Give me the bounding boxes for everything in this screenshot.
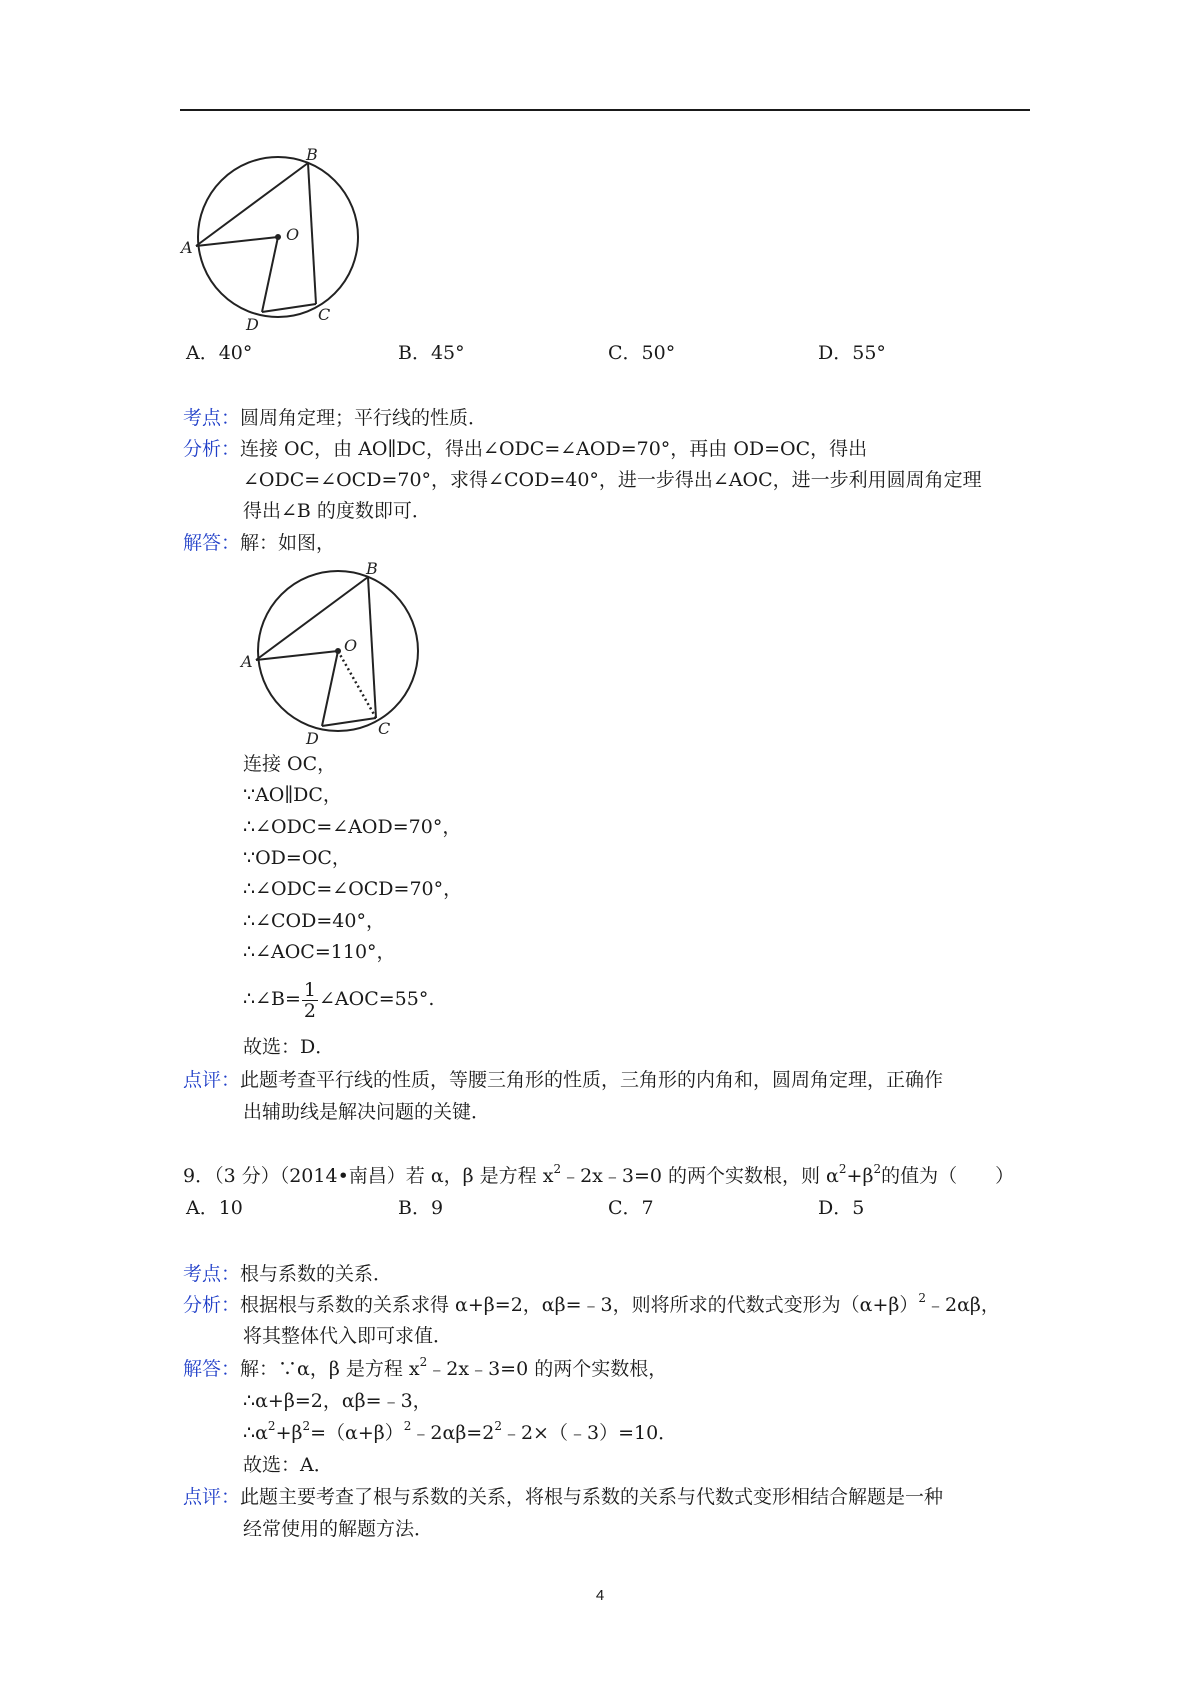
q8-option-a[interactable]: A．40°: [186, 342, 253, 364]
q9-dianping-2: 经常使用的解题方法．: [243, 1518, 434, 1540]
q9-dianping-1: 点评：此题主要考查了根与系数的关系，将根与系数的关系与代数式变形相结合解题是一种: [183, 1486, 944, 1508]
q8-step-7: ∴∠AOC=110°，: [243, 941, 396, 963]
svg-text:B: B: [366, 562, 378, 578]
q9-fenxi-2: 将其整体代入即可求值．: [243, 1325, 453, 1347]
q9-option-d[interactable]: D．5: [818, 1197, 865, 1219]
q8-step-5: ∴∠ODC=∠OCD=70°，: [243, 878, 463, 900]
q8-option-c[interactable]: C．50°: [608, 342, 676, 364]
circle-figure-question: [178, 148, 368, 333]
q8-fenxi-2: ∠ODC=∠OCD=70°，求得∠COD=40°，进一步得出∠AOC，进一步利用圆周角定理: [243, 469, 982, 491]
q8-step-final: ∴∠B= $\frac{1}{2}$ ∠AOC=55°.: [243, 978, 435, 1022]
fraction-one-half: $\frac{1}{2}$: [303, 978, 316, 1022]
q8-step-4: ∵OD=OC，: [243, 847, 351, 869]
q8-step-2: ∵AO∥DC，: [243, 784, 342, 806]
circle-figure-solution: [238, 562, 428, 747]
svg-text:C: C: [318, 305, 331, 324]
q8-kaodian: 考点：圆周角定理；平行线的性质．: [183, 407, 488, 429]
svg-text:D: D: [306, 729, 319, 747]
q9-jieda-1: 解答：解：∵α，β 是方程 $x^2﹣2x﹣3=0$ 的两个实数根，: [183, 1355, 668, 1380]
q9-jieda-2: ∴α+β=2，αβ=﹣3，: [243, 1390, 432, 1412]
q8-dianping-2: 出辅助线是解决问题的关键．: [243, 1101, 491, 1123]
q8-step-1: 连接 OC，: [243, 753, 337, 775]
q9-jieda-3: $\therefore\alpha^2+\beta^2=(\alpha+\beta)^2﹣2\alpha\beta=2^2﹣2\times(﹣3)=10$．: [243, 1419, 678, 1444]
svg-text:C: C: [378, 719, 391, 738]
q8-answer: 故选：D．: [243, 1036, 335, 1058]
header-rule: [180, 109, 1030, 111]
q8-fenxi-1: 分析：连接 OC，由 AO∥DC，得出∠ODC=∠AOD=70°，再由 OD=OC，得出: [183, 438, 868, 460]
q9-stem: 9．（3 分）（2014•南昌）若 α，β 是方程 $x^2﹣2x﹣3=0$ 的两个实数根，则 $\alpha^2+\beta^2$的值为（ ）: [183, 1162, 1015, 1187]
q8-option-d[interactable]: D．55°: [818, 342, 886, 364]
svg-text:A: A: [241, 652, 253, 671]
q8-option-b[interactable]: B．45°: [398, 342, 465, 364]
q9-option-c[interactable]: C．7: [608, 1197, 654, 1219]
q8-jieda: 解答：解：如图，: [183, 532, 336, 554]
q8-dianping-1: 点评：此题考查平行线的性质，等腰三角形的性质，三角形的内角和，圆周角定理，正确作: [183, 1069, 944, 1091]
q9-option-a[interactable]: A．10: [186, 1197, 243, 1219]
q9-kaodian: 考点：根与系数的关系．: [183, 1263, 393, 1285]
q9-fenxi-1: 分析：根据根与系数的关系求得 α+β=2，αβ=﹣3，则将所求的代数式变形为$(\alpha+\beta)^2﹣2\alpha\beta$，: [183, 1291, 1000, 1316]
svg-text:A: A: [181, 238, 193, 257]
page-number: 4: [595, 1587, 605, 1604]
svg-text:O: O: [344, 636, 358, 655]
q8-step-6: ∴∠COD=40°，: [243, 910, 385, 932]
q9-option-b[interactable]: B．9: [398, 1197, 444, 1219]
q8-fenxi-3: 得出∠B 的度数即可．: [243, 500, 431, 522]
svg-text:O: O: [286, 225, 300, 244]
q9-answer: 故选：A．: [243, 1454, 333, 1476]
q8-step-3: ∴∠ODC=∠AOD=70°，: [243, 816, 462, 838]
svg-text:B: B: [306, 148, 318, 164]
svg-text:D: D: [246, 315, 259, 333]
